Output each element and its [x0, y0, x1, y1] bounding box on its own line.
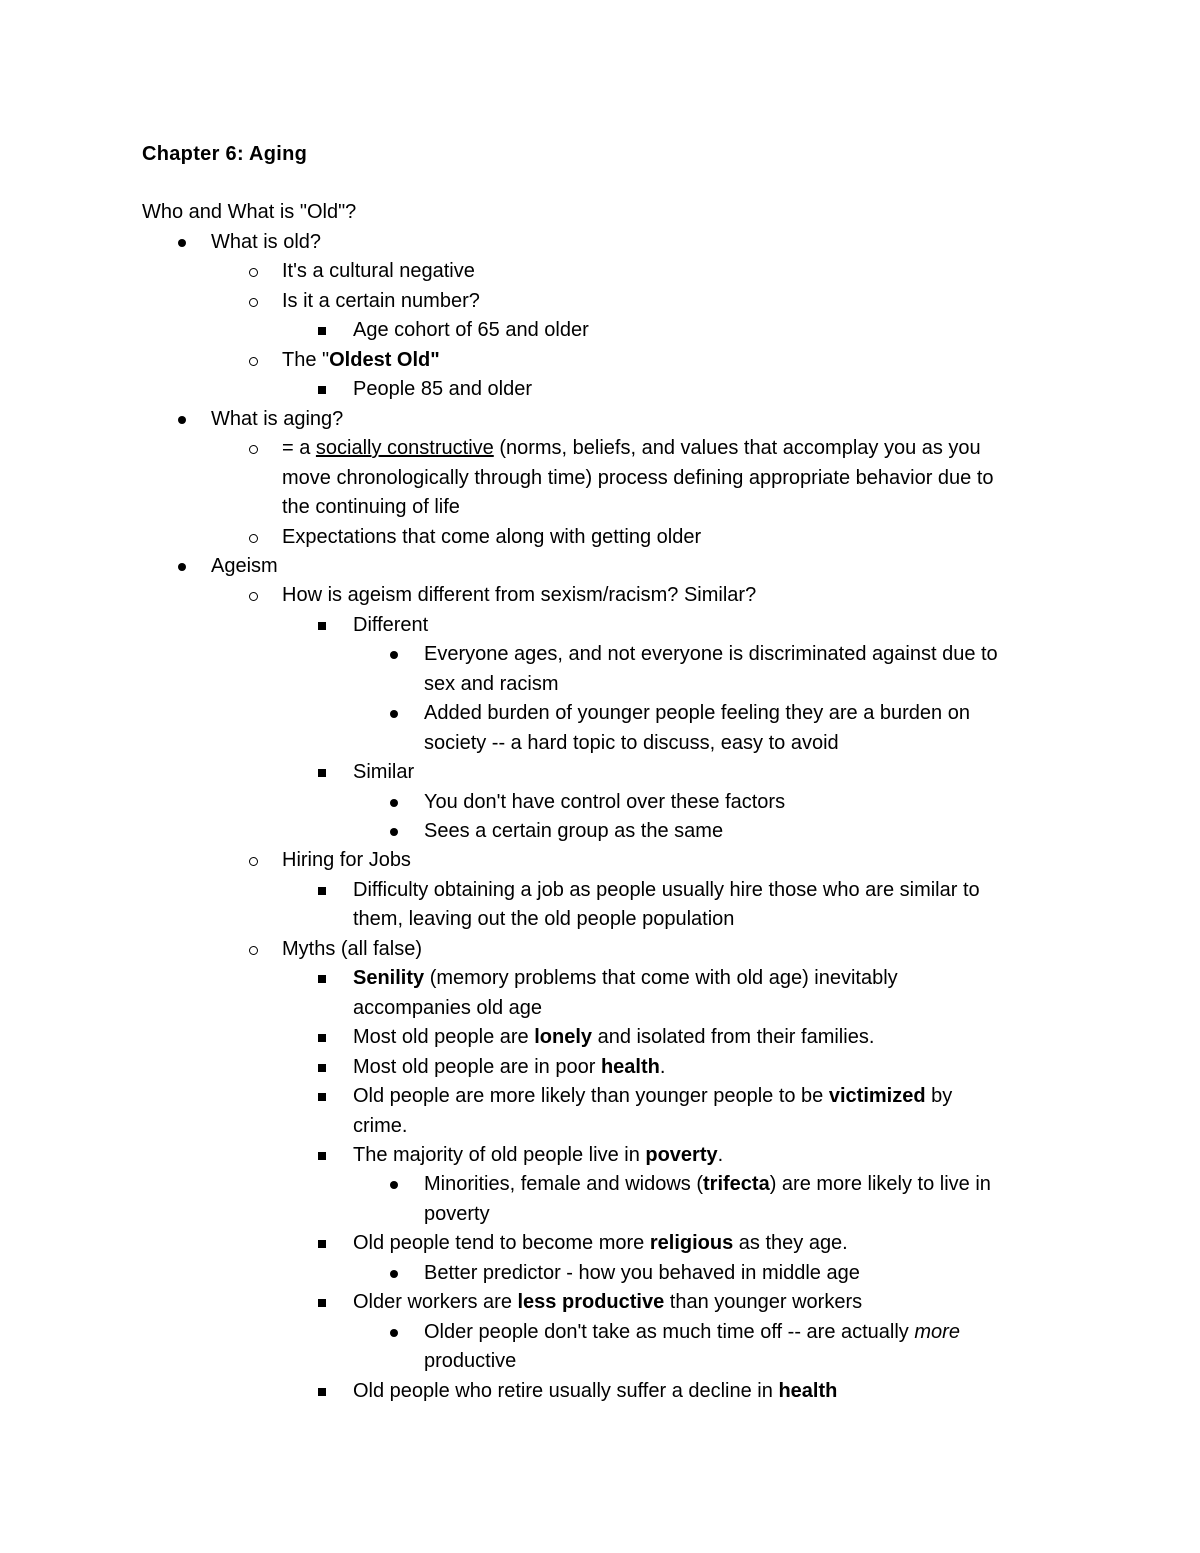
- outline-item: [424, 640, 998, 670]
- text-segment: The majority of old people live in: [353, 1143, 646, 1166]
- text-segment: People 85 and older: [353, 378, 533, 401]
- text-segment: Ageism: [211, 554, 278, 577]
- text-segment: poverty: [424, 1202, 490, 1225]
- outline-item: [353, 1053, 665, 1083]
- outline-item: [353, 1141, 723, 1171]
- text-segment: Everyone ages, and not everyone is discriminated against due to: [424, 643, 998, 666]
- text-segment: accompanies old age: [353, 996, 543, 1019]
- text-segment: Hiring for Jobs: [282, 849, 411, 872]
- text-segment: Better predictor - how you behaved in middle age: [424, 1261, 860, 1284]
- square-bullet-icon: [318, 1064, 326, 1072]
- outline-item: [353, 876, 980, 906]
- circle-bullet-icon: [249, 357, 258, 366]
- text-segment: Added burden of younger people feeling they are a burden on: [424, 702, 970, 725]
- square-bullet-icon: [318, 769, 326, 777]
- outline-item: [211, 228, 321, 258]
- outline-item: [353, 905, 734, 935]
- text-segment: = a: [282, 437, 316, 460]
- text-segment: How is ageism different from sexism/racism? Similar?: [282, 584, 757, 607]
- text-segment: It's a cultural negative: [282, 260, 475, 283]
- circle-bullet-icon: [249, 534, 258, 543]
- outline-item: [282, 523, 701, 553]
- square-bullet-icon: [318, 975, 326, 983]
- text-segment: .: [659, 1055, 666, 1078]
- text-segment: by: [925, 1085, 953, 1108]
- section-heading: Who and What is "Old"?: [142, 201, 357, 223]
- text-segment: The ": [282, 348, 330, 371]
- circle-bullet-icon: [249, 592, 258, 601]
- text-segment: crime.: [353, 1114, 408, 1137]
- text-segment: .: [717, 1143, 724, 1166]
- outline-item: [211, 552, 278, 582]
- dot-bullet-icon: [390, 828, 398, 836]
- text-segment: move chronologically through time) process defining appropriate behavior due to: [282, 466, 994, 489]
- outline-item: [282, 287, 480, 317]
- outline-item: [282, 846, 411, 876]
- text-segment: Old people who retire usually suffer a decline in: [353, 1379, 779, 1402]
- square-bullet-icon: [318, 1388, 326, 1396]
- bold-term: religious: [649, 1232, 734, 1255]
- outline-item: [353, 994, 542, 1024]
- text-segment: Sees a certain group as the same: [424, 820, 724, 842]
- outline-item: [282, 935, 422, 965]
- bold-term: Oldest Old": [329, 348, 440, 371]
- dot-bullet-icon: [390, 651, 398, 659]
- outline-item: [353, 375, 532, 405]
- bold-term: victimized: [828, 1085, 926, 1108]
- outline-item: [424, 1200, 490, 1230]
- outline-item: [282, 493, 460, 523]
- outline-item: [424, 699, 970, 729]
- outline-item: [353, 1377, 837, 1407]
- text-segment: Different: [353, 613, 429, 636]
- outline-item: [353, 1082, 952, 1112]
- text-segment: You don't have control over these factors: [424, 790, 786, 813]
- outline-item: [353, 316, 589, 346]
- bold-term: less productive: [517, 1291, 665, 1314]
- outline-item: [353, 964, 898, 994]
- outline-item: [353, 1023, 874, 1053]
- italic-text: more: [914, 1320, 960, 1343]
- text-segment: Similar: [353, 761, 415, 784]
- underlined-term: socially constructive: [315, 437, 494, 460]
- dot-bullet-icon: [178, 416, 186, 424]
- square-bullet-icon: [318, 1299, 326, 1307]
- dot-bullet-icon: [390, 1270, 398, 1278]
- text-segment: Expectations that come along with getting older: [282, 525, 702, 548]
- text-segment: Minorities, female and widows (: [424, 1173, 703, 1196]
- outline-item: [424, 729, 839, 759]
- outline-item: [353, 1112, 407, 1142]
- dot-bullet-icon: [178, 563, 186, 571]
- text-segment: (memory problems that come with old age) inevitably: [424, 967, 898, 990]
- outline-item: [353, 758, 414, 788]
- text-segment: and isolated from their families.: [592, 1026, 875, 1049]
- outline-item: [282, 346, 440, 376]
- square-bullet-icon: [318, 622, 326, 630]
- bold-term: lonely: [534, 1026, 593, 1049]
- outline-item: [424, 670, 559, 700]
- text-segment: (norms, beliefs, and values that accomplay you as you: [493, 437, 981, 460]
- text-segment: them, leaving out the old people population: [353, 908, 735, 931]
- document-title: Chapter 6: Aging: [142, 143, 308, 165]
- outline-item: [282, 434, 981, 464]
- text-segment: productive: [424, 1350, 517, 1373]
- text-segment: Age cohort of 65 and older: [353, 319, 589, 342]
- bold-term: Senility: [353, 967, 425, 990]
- outline-item: [424, 1347, 516, 1377]
- outline-item: [282, 464, 994, 494]
- outline-item: [353, 611, 428, 641]
- bold-term: poverty: [645, 1143, 718, 1166]
- bold-term: health: [600, 1055, 660, 1078]
- circle-bullet-icon: [249, 946, 258, 955]
- square-bullet-icon: [318, 1240, 326, 1248]
- outline-item: [424, 1259, 860, 1289]
- text-segment: Old people are more likely than younger people to be: [353, 1085, 829, 1108]
- text-segment: Most old people are in poor: [353, 1055, 601, 1078]
- square-bullet-icon: [318, 386, 326, 394]
- outline-item: [424, 1318, 960, 1348]
- outline-item: [282, 581, 756, 611]
- circle-bullet-icon: [249, 857, 258, 866]
- dot-bullet-icon: [178, 239, 186, 247]
- square-bullet-icon: [318, 887, 326, 895]
- outline-item: [424, 817, 723, 847]
- text-segment: the continuing of life: [282, 496, 460, 519]
- text-segment: Is it a certain number?: [282, 289, 480, 312]
- circle-bullet-icon: [249, 298, 258, 307]
- circle-bullet-icon: [249, 268, 258, 277]
- dot-bullet-icon: [390, 799, 398, 807]
- text-segment: Older people don't take as much time off -- are actually: [424, 1320, 915, 1343]
- text-segment: sex and racism: [424, 672, 559, 695]
- circle-bullet-icon: [249, 445, 258, 454]
- outline-item: [353, 1229, 848, 1259]
- outline-item: [211, 405, 343, 435]
- text-segment: What is old?: [211, 231, 322, 253]
- dot-bullet-icon: [390, 1181, 398, 1189]
- square-bullet-icon: [318, 1093, 326, 1101]
- outline-item: [282, 257, 475, 287]
- bold-term: trifecta: [703, 1173, 770, 1196]
- text-segment: Difficulty obtaining a job as people usually hire those who are similar to: [353, 878, 980, 901]
- bold-term: health: [778, 1379, 838, 1402]
- dot-bullet-icon: [390, 710, 398, 718]
- text-segment: as they age.: [733, 1232, 848, 1255]
- text-segment: ) are more likely to live in: [769, 1173, 991, 1196]
- square-bullet-icon: [318, 1152, 326, 1160]
- text-segment: Most old people are: [353, 1026, 535, 1049]
- text-segment: What is aging?: [211, 407, 344, 430]
- outline-item: [353, 1288, 862, 1318]
- outline-item: [424, 1170, 991, 1200]
- square-bullet-icon: [318, 327, 326, 335]
- text-segment: Old people tend to become more: [353, 1232, 650, 1255]
- text-segment: Myths (all false): [282, 937, 423, 960]
- text-segment: Older workers are: [353, 1291, 518, 1314]
- square-bullet-icon: [318, 1034, 326, 1042]
- outline-item: [424, 788, 785, 818]
- text-segment: than younger workers: [664, 1291, 863, 1314]
- text-segment: society -- a hard topic to discuss, easy to avoid: [424, 731, 839, 754]
- dot-bullet-icon: [390, 1329, 398, 1337]
